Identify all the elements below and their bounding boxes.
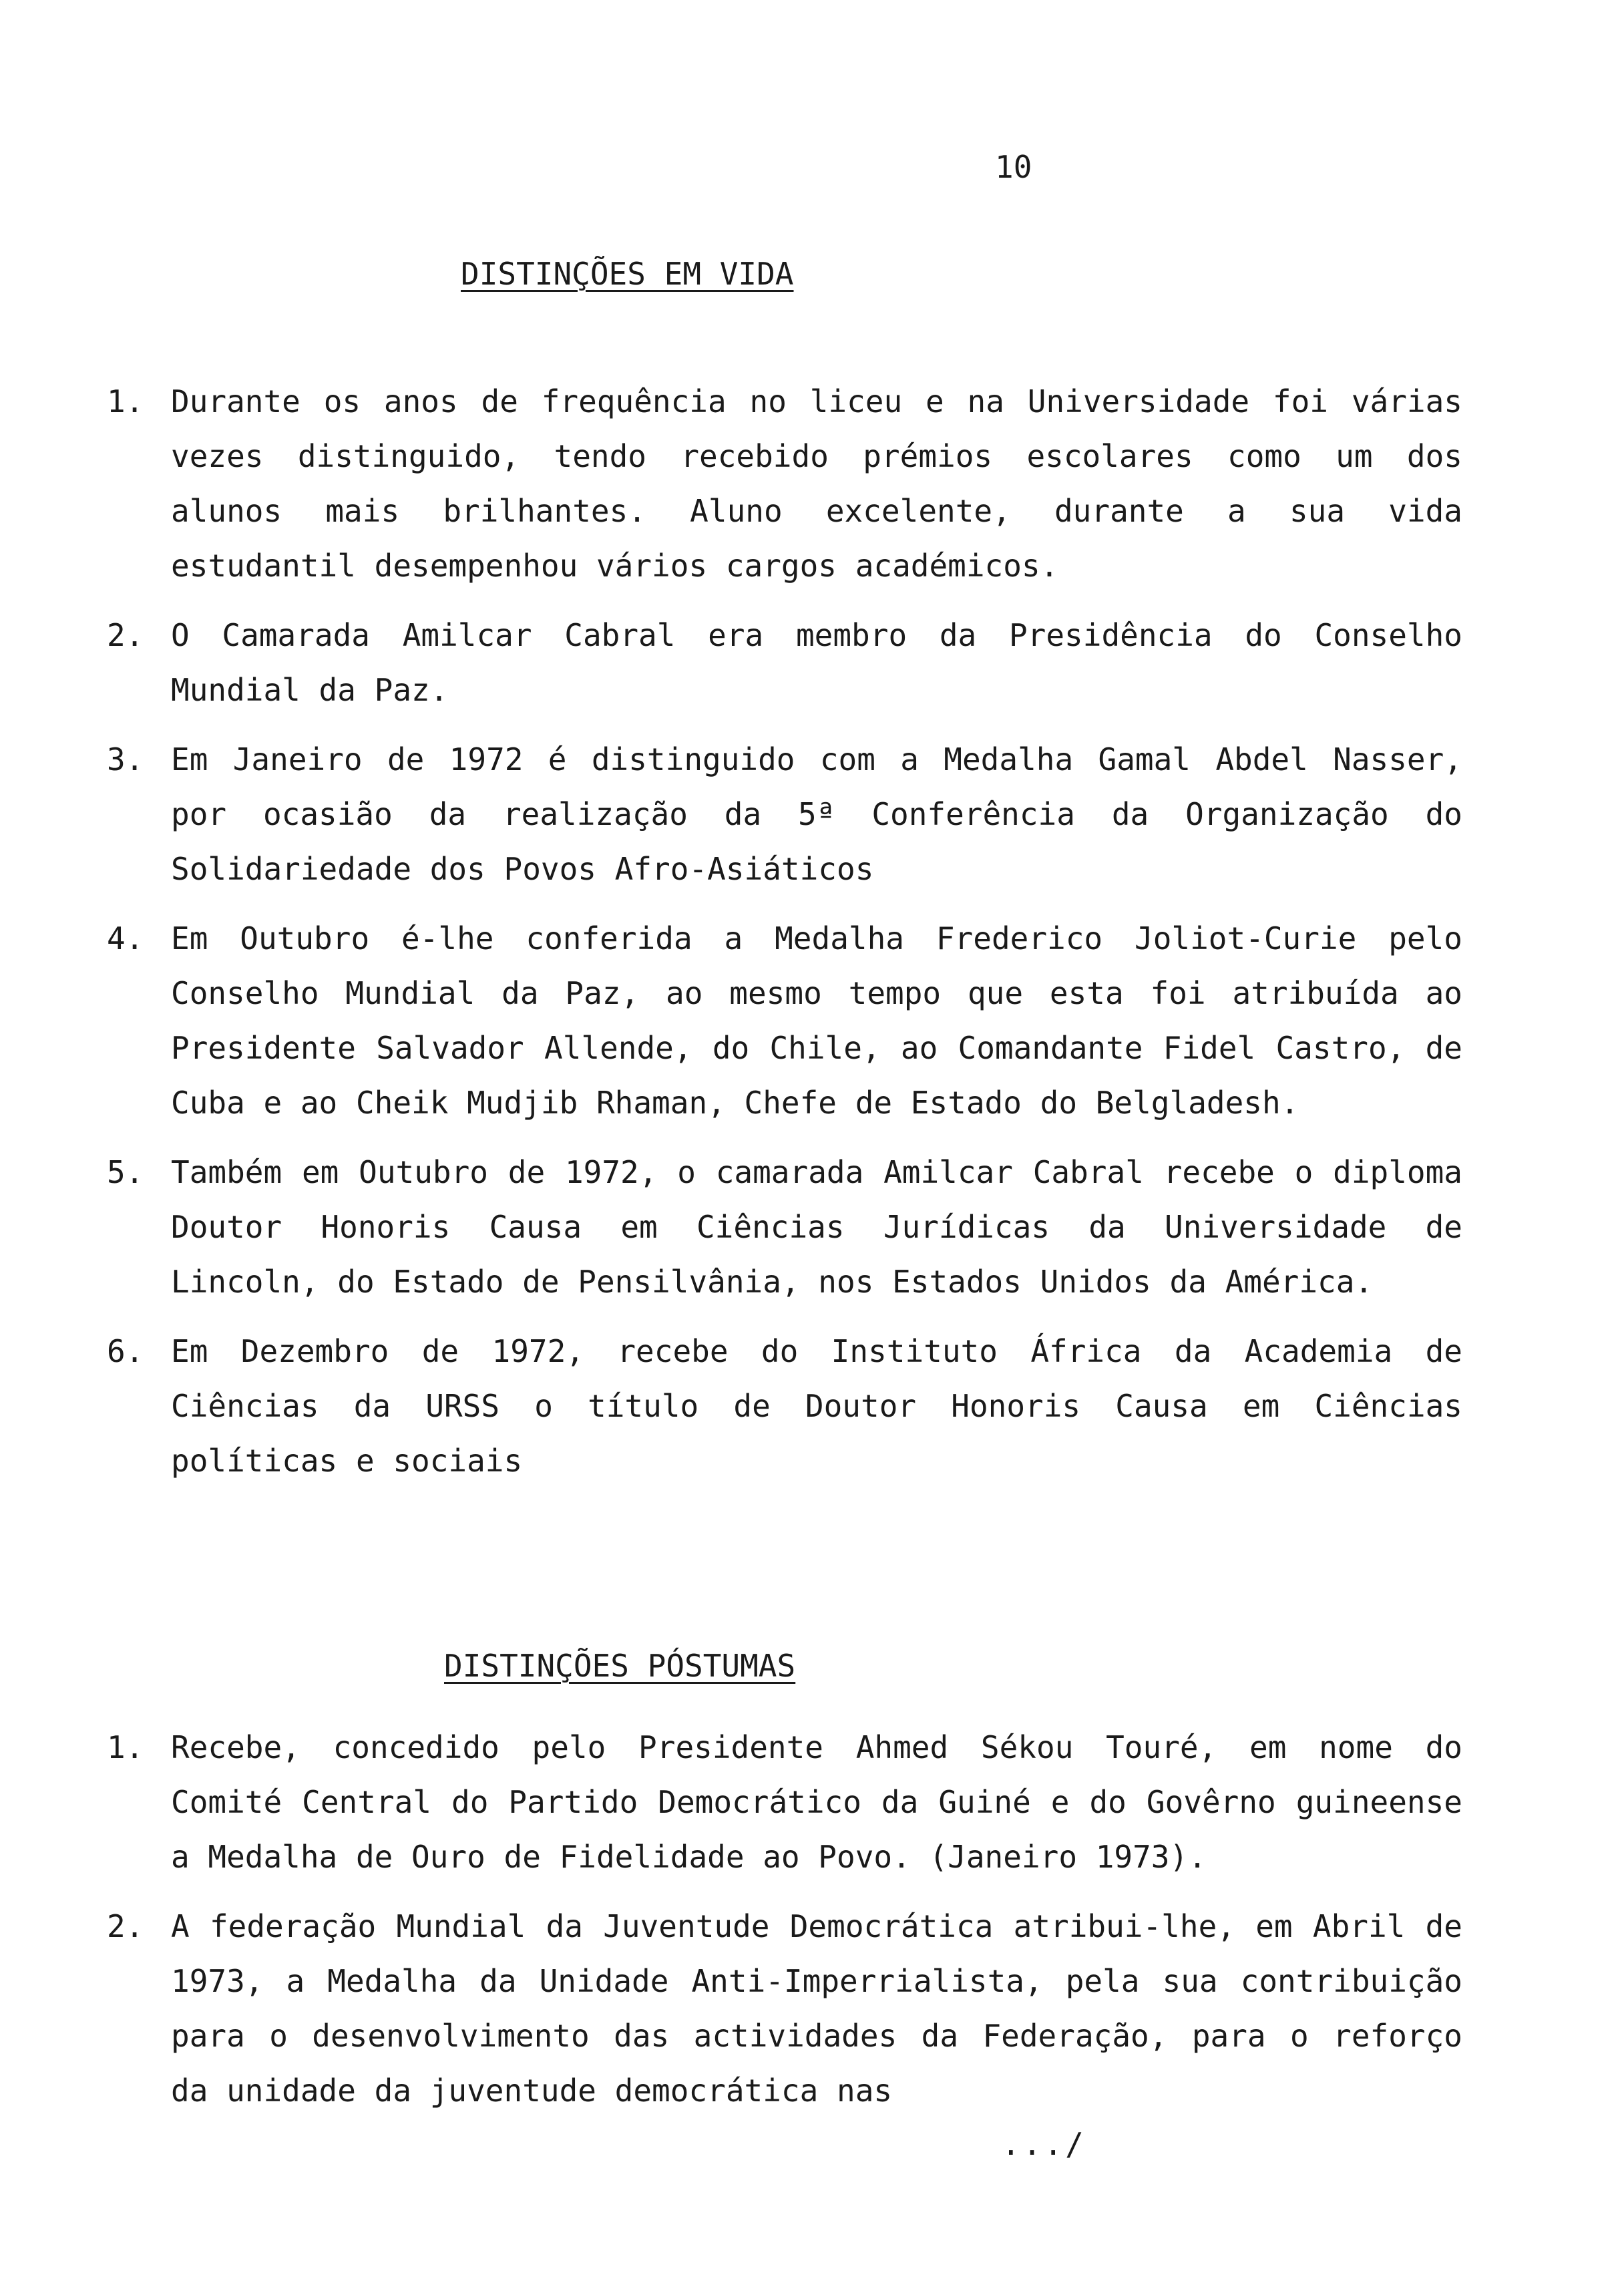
item-number: 1. bbox=[107, 1729, 144, 1765]
item-text: O Camarada Amilcar Cabral era membro da Presidência do Conselho Mundial da Paz. bbox=[171, 617, 1462, 708]
list-item bbox=[107, 1720, 1462, 1884]
item-text: A federação Mundial da Juventude Democrática atribui-lhe, em Abril de 1973, a Medalha da Unidade Anti-Imperrialista, pela sua contribuição para o desenvolvimento das actividades da Federação, para o reforço da unidade da juventude democrática nas bbox=[171, 1908, 1462, 2109]
item-text: Em Outubro é-lhe conferida a Medalha Frederico Joliot-Curie pelo Conselho Mundial da Paz, ao mesmo tempo que esta foi atribuída ao Presidente Salvador Allende, do Chile, ao Comandante Fidel Castro, de Cuba e ao Cheik Mudjib Rhaman, Chefe de Estado do Belgladesh. bbox=[171, 920, 1462, 1121]
item-number: 5. bbox=[107, 1154, 144, 1190]
list-item bbox=[107, 911, 1462, 1130]
item-text: Em Dezembro de 1972, recebe do Instituto África da Academia de Ciências da URSS o título de Doutor Honoris Causa em Ciências políticas e sociais bbox=[171, 1333, 1462, 1479]
list-item bbox=[107, 374, 1462, 593]
item-text: Em Janeiro de 1972 é distinguido com a Medalha Gamal Abdel Nasser, por ocasião da realização da 5ª Conferência da Organização do Solidariedade dos Povos Afro-Asiáticos bbox=[171, 741, 1462, 887]
list-item bbox=[107, 1324, 1462, 1488]
item-number: 6. bbox=[107, 1333, 144, 1369]
list-item bbox=[107, 1145, 1462, 1309]
item-text: Recebe, concedido pelo Presidente Ahmed Sékou Touré, em nome do Comité Central do Partido Democrático da Guiné e do Govêrno guineense a Medalha de Ouro de Fidelidade ao Povo. (Janeiro 1973). bbox=[171, 1729, 1462, 1875]
section-heading-in-life: DISTINÇÕES EM VIDA bbox=[461, 256, 794, 292]
item-number: 1. bbox=[107, 383, 144, 419]
posthumous-distinctions-list bbox=[107, 1720, 1462, 2133]
item-number: 2. bbox=[107, 1908, 144, 1944]
item-text: Também em Outubro de 1972, o camarada Amilcar Cabral recebe o diploma Doutor Honoris Causa em Ciências Jurídicas da Universidade de Lincoln, do Estado de Pensilvânia, nos Estados Unidos da América. bbox=[171, 1154, 1462, 1300]
item-number: 2. bbox=[107, 617, 144, 653]
in-life-distinctions-list bbox=[107, 374, 1462, 1503]
list-item bbox=[107, 608, 1462, 717]
item-number: 3. bbox=[107, 741, 144, 777]
item-text: Durante os anos de frequência no liceu e na Universidade foi várias vezes distinguido, tendo recebido prémios escolares como um dos alunos mais brilhantes. Aluno excelente, durante a sua vida estudantil desempenhou vários cargos académicos. bbox=[171, 383, 1462, 584]
item-number: 4. bbox=[107, 920, 144, 956]
section-heading-posthumous: DISTINÇÕES PÓSTUMAS bbox=[444, 1648, 796, 1684]
page-number: 10 bbox=[995, 149, 1032, 185]
list-item bbox=[107, 1899, 1462, 2118]
continuation-mark: .../ bbox=[1002, 2126, 1086, 2162]
list-item bbox=[107, 732, 1462, 896]
